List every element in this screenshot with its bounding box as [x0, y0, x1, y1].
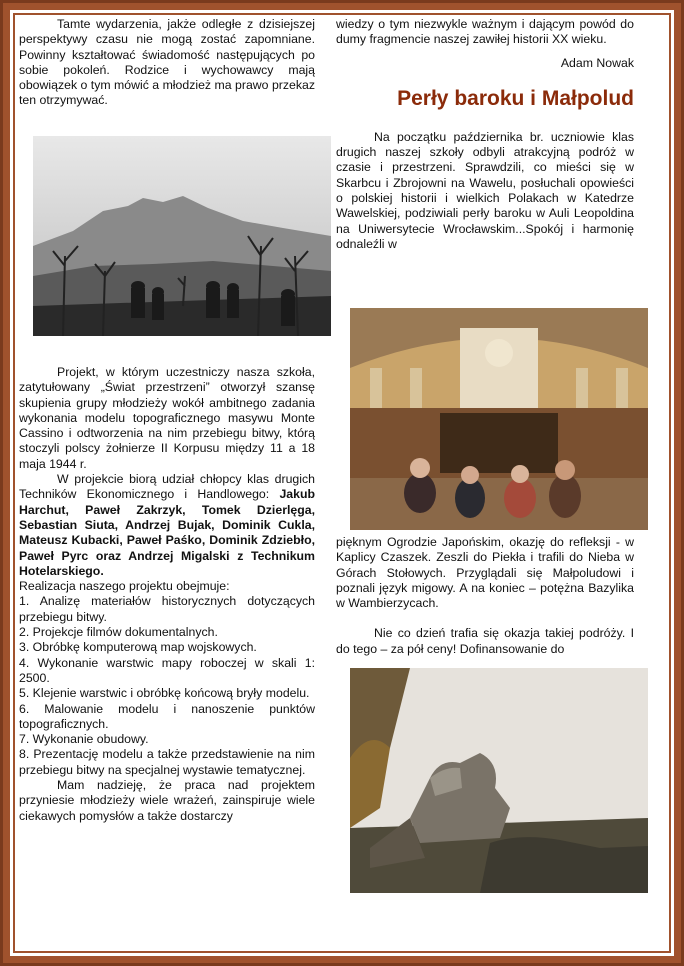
right-column-lower — [336, 535, 634, 657]
monte-cassino-photo — [33, 136, 331, 336]
list-item: 8. Prezentację modelu a także przedstawienie na nim przebiegu bitwy na specjalnej wystawie tematycznej. — [19, 747, 315, 777]
left-column-lower — [19, 365, 315, 824]
list-item: 5. Klejenie warstwic i obróbkę końcową bryły modelu. — [19, 686, 310, 701]
intro-paragraph: Tamte wydarzenia, jakże odległe z dzisiejszej perspektywy czasu nie mogą zostać zapomniane. Powinny kształtować świadomość następujących po sobie pokoleń. Rodzice i wychowawcy mają obowiązek o tym mówić a młodzież ma prawo przekaz ten otrzymywać. — [19, 17, 315, 108]
table-mountains-photo — [350, 668, 648, 893]
list-item: 3. Obróbkę komputerową map wojskowych. — [19, 640, 257, 655]
article-paragraph-3: Nie co dzień trafia się okazja takiej podróży. I do tego – za pół ceny! Dofinansowanie do — [336, 626, 634, 656]
realization-list — [19, 594, 315, 778]
list-item: 1. Analizę materiałów historycznych dotyczących przebiegu bitwy. — [19, 594, 315, 624]
project-paragraph-2-text: W projekcie biorą udział chłopcy klas drugich Techników Ekonomicznego i Handlowego: — [19, 472, 315, 502]
article-paragraph-2: pięknym Ogrodzie Japońskim, okazję do refleksji - w Kaplicy Czaszek. Zeszli do Piekła i trafili do Nieba w Górach Stołowych. Przyglądali się Małpoludowi i poznali język migowy. A na koniec – potężna Bazylika w Wambierzycach. — [336, 535, 634, 611]
continuation-paragraph: wiedzy o tym niezwykle ważnym i dającym powód do dumy fragmencie naszej zawiłej historii XX wieku. — [336, 17, 634, 47]
list-item: 6. Malowanie modelu i nanoszenie punktów topograficznych. — [19, 701, 315, 731]
list-item: 7. Wykonanie obudowy. — [19, 732, 149, 747]
article-paragraph-1: Na początku października br. uczniowie klas drugich naszej szkoły odbyli atrakcyjną podróż w czasie i przestrzeni. Sprawdzili, co mieści się w Skarbcu i Zbrojowni na Wawelu, posłuchali opowieści o polskiej historii i wielkich Polakach w Katedrze Wawelskiej, podziwiali perły baroku w Auli Leopoldina na Uniwersytecie Wrocławskim...Spokój i harmonię odnaleźli w — [336, 129, 634, 251]
closing-paragraph: Mam nadzieję, że praca nad projektem przyniesie młodzieży wiele wrażeń, zainspiruje wiele ciekawych pomysłów a także dostarczy — [19, 778, 315, 823]
right-column — [336, 17, 634, 252]
realization-intro: Realizacja naszego projektu obejmuje: — [19, 579, 230, 594]
aula-leopoldina-photo — [350, 308, 648, 530]
participant-names: Jakub Harchut, Paweł Zakrzyk, Tomek Dzierlęga, Sebastian Siuta, Andrzej Bujak, Dominik Cukla, Mateusz Kubacki, Paweł Paśko, Dominik Zdziebło, Paweł Pyrc oraz Andrzej Migalski z Technikum Hotelarskiego. — [19, 487, 315, 578]
left-column — [19, 17, 315, 125]
list-item: 4. Wykonanie warstwic mapy roboczej w skali 1: 2500. — [19, 655, 315, 685]
project-paragraph-1: Projekt, w którym uczestniczy nasza szkoła, zatytułowany „Świat przestrzeni” otworzył szansę skupienia grupy młodzieży wokół ambitnego zadania wykonania modelu topograficznego masywu Monte Cassino i odtworzenia na nim przebiegu bitwy, którą stoczyli polscy żołnierze II Korpusu między 11 a 18 maja 1944 r. — [19, 365, 315, 471]
author-signature: Adam Nowak — [560, 55, 634, 70]
article-headline: Perły baroku i Małpolud — [397, 86, 634, 110]
project-paragraph-2 — [19, 472, 315, 579]
list-item: 2. Projekcje filmów dokumentalnych. — [19, 625, 218, 640]
